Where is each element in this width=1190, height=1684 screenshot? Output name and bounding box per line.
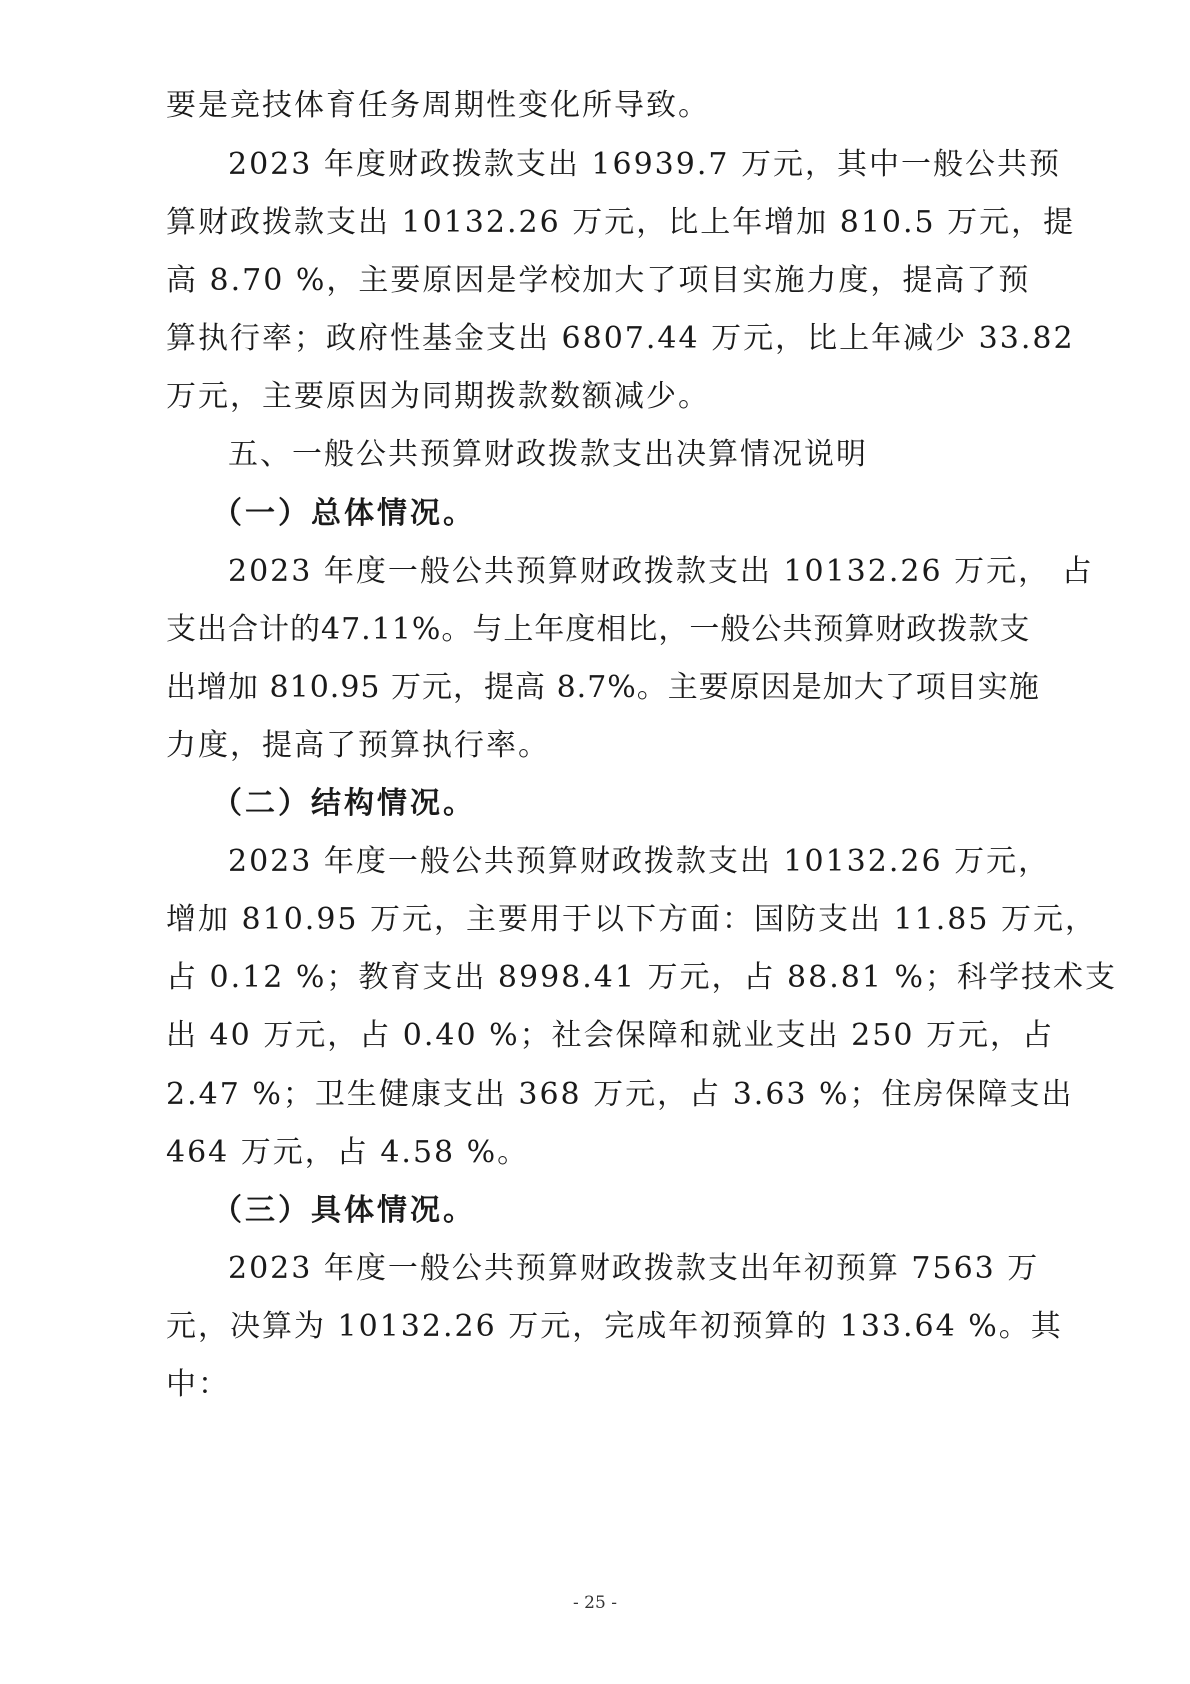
paragraph-line: 中： — [166, 1367, 230, 1402]
paragraph-line: 增加 810.95 万元，主要用于以下方面：国防支出 11.85 万元， — [166, 902, 1097, 937]
section-heading: 五、一般公共预算财政拨款支出决算情况说明 — [228, 437, 868, 472]
paragraph-line: 2023 年度一般公共预算财政拨款支出年初预算 7563 万 — [228, 1251, 1040, 1286]
paragraph-line: 2023 年度财政拨款支出 16939.7 万元，其中一般公共预 — [228, 147, 1062, 182]
paragraph-line: 算财政拨款支出 10132.26 万元，比上年增加 810.5 万元，提 — [166, 205, 1076, 240]
paragraph-line: 出 40 万元，占 0.40 %；社会保障和就业支出 250 万元，占 — [166, 1018, 1054, 1053]
paragraph-line: 2023 年度一般公共预算财政拨款支出 10132.26 万元， 占 — [228, 554, 1094, 589]
paragraph-line: 算执行率；政府性基金支出 6807.44 万元，比上年减少 33.82 — [166, 321, 1075, 356]
paragraph-line: 2023 年度一般公共预算财政拨款支出 10132.26 万元， — [228, 844, 1051, 879]
paragraph-line: 出增加 810.95 万元，提高 8.7%。主要原因是加大了项目实施 — [166, 670, 1040, 705]
paragraph-line: 464 万元，占 4.58 %。 — [166, 1135, 530, 1170]
paragraph-line: 元，决算为 10132.26 万元，完成年初预算的 133.64 %。其 — [166, 1309, 1063, 1344]
subsection-heading: （三）具体情况。 — [212, 1193, 476, 1228]
paragraph-line: 2.47 %；卫生健康支出 368 万元，占 3.63 %；住房保障支出 — [166, 1077, 1074, 1112]
subsection-heading: （二）结构情况。 — [212, 786, 476, 821]
paragraph-line: 支出合计的47.11%。与上年度相比，一般公共预算财政拨款支 — [166, 612, 1031, 647]
page-number: - 25 - — [573, 1593, 617, 1613]
paragraph-line: 万元，主要原因为同期拨款数额减少。 — [166, 379, 710, 414]
paragraph-line: 高 8.70 %，主要原因是学校加大了项目实施力度，提高了预 — [166, 263, 1031, 298]
paragraph-line: 要是竞技体育任务周期性变化所导致。 — [166, 88, 710, 123]
paragraph-line: 力度，提高了预算执行率。 — [166, 728, 550, 763]
paragraph-line: 占 0.12 %；教育支出 8998.41 万元，占 88.81 %；科学技术支 — [166, 960, 1117, 995]
subsection-heading: （一）总体情况。 — [212, 496, 476, 531]
